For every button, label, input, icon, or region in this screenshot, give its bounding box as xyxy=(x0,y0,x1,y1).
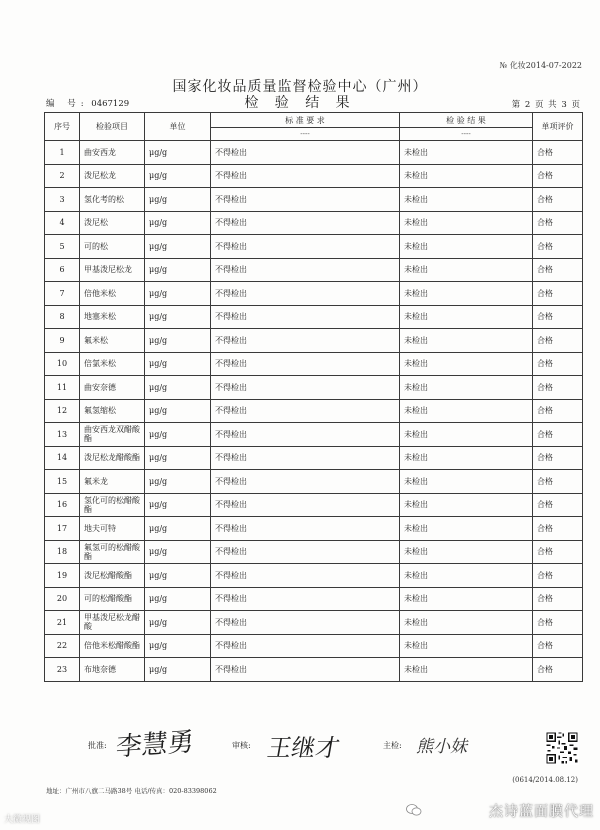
review-signature: 王继才 xyxy=(265,734,343,762)
row-result: 未检出 xyxy=(400,540,533,564)
approve-signature: 李慧勇 xyxy=(114,727,195,763)
row-no: 15 xyxy=(45,470,80,494)
row-unit: μg/g xyxy=(145,235,211,259)
table-row xyxy=(45,235,583,259)
row-standard: 不得检出 xyxy=(211,376,400,400)
row-unit: μg/g xyxy=(145,399,211,423)
header-unit: 单位 xyxy=(145,113,211,141)
row-standard: 不得检出 xyxy=(211,352,400,376)
row-no: 16 xyxy=(45,493,80,517)
row-no: 17 xyxy=(45,517,80,541)
row-no: 21 xyxy=(45,611,80,635)
row-evaluation: 合格 xyxy=(533,376,583,400)
table-body xyxy=(45,141,583,682)
row-unit: μg/g xyxy=(145,446,211,470)
row-result: 未检出 xyxy=(400,423,533,447)
row-item: 地塞米松 xyxy=(80,305,145,329)
header-standard-dash: ---- xyxy=(211,128,400,141)
watermark-right: 杰诗蓝面膜代理 xyxy=(489,804,594,820)
row-unit: μg/g xyxy=(145,493,211,517)
row-standard: 不得检出 xyxy=(211,517,400,541)
row-no: 13 xyxy=(45,423,80,447)
row-result: 未检出 xyxy=(400,658,533,682)
table-row xyxy=(45,658,583,682)
row-no: 3 xyxy=(45,188,80,212)
table-row xyxy=(45,258,583,282)
row-item: 氟米龙 xyxy=(80,470,145,494)
row-standard: 不得检出 xyxy=(211,164,400,188)
row-standard: 不得检出 xyxy=(211,423,400,447)
row-item: 甲基泼尼松龙 xyxy=(80,258,145,282)
row-result: 未检出 xyxy=(400,611,533,635)
row-item: 泼尼松龙醋酸酯 xyxy=(80,446,145,470)
watermark-left: 大微视图 xyxy=(4,815,41,825)
header-no: 序号 xyxy=(45,113,80,141)
row-result: 未检出 xyxy=(400,282,533,306)
row-item: 氟氢缩松 xyxy=(80,399,145,423)
row-result: 未检出 xyxy=(400,235,533,259)
row-no: 19 xyxy=(45,564,80,588)
serial-label: 编 号: xyxy=(46,99,89,109)
row-evaluation: 合格 xyxy=(533,352,583,376)
row-result: 未检出 xyxy=(400,352,533,376)
row-evaluation: 合格 xyxy=(533,634,583,658)
table-row xyxy=(45,517,583,541)
row-result: 未检出 xyxy=(400,517,533,541)
row-item: 曲安西龙双醋酸酯 xyxy=(80,423,145,447)
table-row xyxy=(45,188,583,212)
header-result: 检 验 结 果 xyxy=(400,113,533,128)
row-unit: μg/g xyxy=(145,376,211,400)
row-unit: μg/g xyxy=(145,564,211,588)
row-result: 未检出 xyxy=(400,634,533,658)
row-result: 未检出 xyxy=(400,258,533,282)
row-no: 23 xyxy=(45,658,80,682)
row-standard: 不得检出 xyxy=(211,658,400,682)
row-unit: μg/g xyxy=(145,611,211,635)
row-unit: μg/g xyxy=(145,258,211,282)
row-item: 泼尼松醋酸酯 xyxy=(80,564,145,588)
table-row xyxy=(45,470,583,494)
table-row xyxy=(45,329,583,353)
row-standard: 不得检出 xyxy=(211,446,400,470)
row-standard: 不得检出 xyxy=(211,540,400,564)
row-no: 8 xyxy=(45,305,80,329)
row-evaluation: 合格 xyxy=(533,305,583,329)
table-row xyxy=(45,211,583,235)
row-item: 倍他米松醋酸酯 xyxy=(80,634,145,658)
row-unit: μg/g xyxy=(145,634,211,658)
row-evaluation: 合格 xyxy=(533,587,583,611)
table-row xyxy=(45,376,583,400)
inspect-signature: 熊小妹 xyxy=(414,737,471,757)
table-row xyxy=(45,634,583,658)
row-item: 曲安奈德 xyxy=(80,376,145,400)
row-item: 氟米松 xyxy=(80,329,145,353)
row-evaluation: 合格 xyxy=(533,517,583,541)
header-item: 检验项目 xyxy=(80,113,145,141)
row-unit: μg/g xyxy=(145,517,211,541)
form-code: (0614/2014.08.12) xyxy=(512,776,578,784)
organization-name: 国家化妆品质量监督检验中心（广州） xyxy=(172,79,428,95)
table-row xyxy=(45,564,583,588)
row-no: 22 xyxy=(45,634,80,658)
row-evaluation: 合格 xyxy=(533,141,583,165)
row-result: 未检出 xyxy=(400,164,533,188)
row-item: 可的松 xyxy=(80,235,145,259)
row-item: 泼尼松 xyxy=(80,211,145,235)
row-unit: μg/g xyxy=(145,188,211,212)
table-row xyxy=(45,141,583,165)
row-result: 未检出 xyxy=(400,587,533,611)
approve-label: 批准: xyxy=(88,741,107,750)
row-standard: 不得检出 xyxy=(211,305,400,329)
table-row xyxy=(45,540,583,564)
row-unit: μg/g xyxy=(145,352,211,376)
row-evaluation: 合格 xyxy=(533,564,583,588)
table-row xyxy=(45,282,583,306)
serial-value: 0467129 xyxy=(91,99,130,109)
row-evaluation: 合格 xyxy=(533,493,583,517)
row-item: 布地奈德 xyxy=(80,658,145,682)
qr-code-icon xyxy=(545,731,579,765)
row-no: 4 xyxy=(45,211,80,235)
row-evaluation: 合格 xyxy=(533,423,583,447)
row-evaluation: 合格 xyxy=(533,399,583,423)
row-standard: 不得检出 xyxy=(211,282,400,306)
row-standard: 不得检出 xyxy=(211,564,400,588)
row-evaluation: 合格 xyxy=(533,188,583,212)
row-standard: 不得检出 xyxy=(211,587,400,611)
row-result: 未检出 xyxy=(400,211,533,235)
table-row xyxy=(45,399,583,423)
row-no: 18 xyxy=(45,540,80,564)
row-evaluation: 合格 xyxy=(533,446,583,470)
wechat-icon xyxy=(406,803,422,817)
row-unit: μg/g xyxy=(145,305,211,329)
row-item: 倍他米松 xyxy=(80,282,145,306)
row-standard: 不得检出 xyxy=(211,141,400,165)
row-evaluation: 合格 xyxy=(533,211,583,235)
row-standard: 不得检出 xyxy=(211,211,400,235)
row-item: 氢化可的松醋酸酯 xyxy=(80,493,145,517)
header-standard: 标 准 要 求 xyxy=(211,113,400,128)
row-no: 9 xyxy=(45,329,80,353)
row-standard: 不得检出 xyxy=(211,258,400,282)
table-row xyxy=(45,493,583,517)
row-item: 曲安西龙 xyxy=(80,141,145,165)
row-result: 未检出 xyxy=(400,446,533,470)
row-evaluation: 合格 xyxy=(533,329,583,353)
row-standard: 不得检出 xyxy=(211,493,400,517)
row-item: 地夫可特 xyxy=(80,517,145,541)
row-evaluation: 合格 xyxy=(533,235,583,259)
row-item: 甲基泼尼松龙醋酸 xyxy=(80,611,145,635)
row-item: 氢化考的松 xyxy=(80,188,145,212)
row-item: 倍氯米松 xyxy=(80,352,145,376)
document-number: № 化妆2014-07-2022 xyxy=(499,61,582,70)
row-standard: 不得检出 xyxy=(211,470,400,494)
header-evaluation: 单项评价 xyxy=(533,113,583,141)
row-result: 未检出 xyxy=(400,376,533,400)
row-item: 氟氢可的松醋酸酯 xyxy=(80,540,145,564)
row-unit: μg/g xyxy=(145,282,211,306)
row-item: 可的松醋酸酯 xyxy=(80,587,145,611)
row-no: 5 xyxy=(45,235,80,259)
row-standard: 不得检出 xyxy=(211,329,400,353)
row-no: 2 xyxy=(45,164,80,188)
row-unit: μg/g xyxy=(145,164,211,188)
row-standard: 不得检出 xyxy=(211,634,400,658)
row-result: 未检出 xyxy=(400,141,533,165)
row-unit: μg/g xyxy=(145,141,211,165)
serial-number xyxy=(46,97,129,109)
row-evaluation: 合格 xyxy=(533,470,583,494)
row-no: 14 xyxy=(45,446,80,470)
row-result: 未检出 xyxy=(400,493,533,517)
row-no: 6 xyxy=(45,258,80,282)
row-result: 未检出 xyxy=(400,305,533,329)
row-unit: μg/g xyxy=(145,658,211,682)
inspect-label: 主检: xyxy=(383,741,402,750)
row-result: 未检出 xyxy=(400,470,533,494)
footer-address: 地址：广州市八旗二马路38号 电话/传真：020-83398062 xyxy=(46,787,217,795)
row-evaluation: 合格 xyxy=(533,611,583,635)
row-no: 20 xyxy=(45,587,80,611)
row-unit: μg/g xyxy=(145,423,211,447)
row-standard: 不得检出 xyxy=(211,235,400,259)
row-result: 未检出 xyxy=(400,329,533,353)
row-evaluation: 合格 xyxy=(533,258,583,282)
row-result: 未检出 xyxy=(400,399,533,423)
row-no: 11 xyxy=(45,376,80,400)
row-unit: μg/g xyxy=(145,540,211,564)
table-row xyxy=(45,423,583,447)
review-label: 审核: xyxy=(232,741,251,750)
row-evaluation: 合格 xyxy=(533,164,583,188)
table-row xyxy=(45,446,583,470)
header-result-dash: ---- xyxy=(400,128,533,141)
table-row xyxy=(45,164,583,188)
row-result: 未检出 xyxy=(400,188,533,212)
row-evaluation: 合格 xyxy=(533,282,583,306)
table-row xyxy=(45,611,583,635)
table-row xyxy=(45,352,583,376)
row-standard: 不得检出 xyxy=(211,611,400,635)
row-unit: μg/g xyxy=(145,470,211,494)
table-row xyxy=(45,587,583,611)
row-no: 10 xyxy=(45,352,80,376)
row-unit: μg/g xyxy=(145,329,211,353)
row-no: 12 xyxy=(45,399,80,423)
row-no: 1 xyxy=(45,141,80,165)
row-evaluation: 合格 xyxy=(533,540,583,564)
row-result: 未检出 xyxy=(400,564,533,588)
row-standard: 不得检出 xyxy=(211,188,400,212)
row-unit: μg/g xyxy=(145,587,211,611)
row-item: 泼尼松龙 xyxy=(80,164,145,188)
row-evaluation: 合格 xyxy=(533,658,583,682)
row-standard: 不得检出 xyxy=(211,399,400,423)
row-unit: μg/g xyxy=(145,211,211,235)
table-row xyxy=(45,305,583,329)
row-no: 7 xyxy=(45,282,80,306)
page-info: 第 2 页 共 3 页 xyxy=(511,100,580,110)
results-table xyxy=(44,112,583,682)
page-title: 检 验 结 果 xyxy=(244,95,356,111)
